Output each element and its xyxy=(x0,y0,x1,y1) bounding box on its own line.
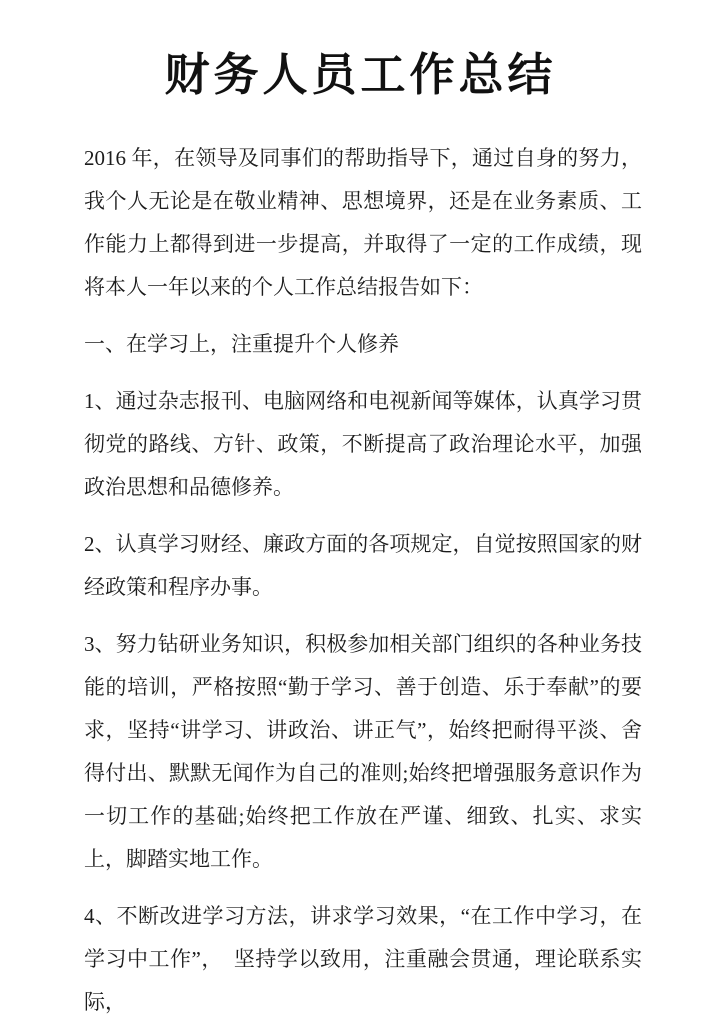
list-item-3: 3、努力钻研业务知识，积极参加相关部门组织的各种业务技能的培训，严格按照“勤于学习、善于创造、乐于奉献”的要求，坚持“讲学习、讲政治、讲正气”，始终把耐得平淡、舍得付出、默默无闻作为自己的准则;始终把增强服务意识作为一切工作的基础;始终把工作放在严谨、细致、扎实、求实上，脚踏实地工作。 xyxy=(84,632,642,871)
document-body xyxy=(84,137,642,1020)
list-item-1: 1、通过杂志报刊、电脑网络和电视新闻等媒体，认真学习贯彻党的路线、方针、政策，不断提高了政治理论水平，加强政治思想和品德修养。 xyxy=(84,389,642,499)
list-item-4: 4、不断改进学习方法，讲求学习效果，“在工作中学习，在学习中工作”， 坚持学以致用，注重融会贯通，理论联系实际， xyxy=(84,904,642,1014)
list-item-2: 2、认真学习财经、廉政方面的各项规定，自觉按照国家的财经政策和程序办事。 xyxy=(84,532,642,599)
intro-paragraph: 2016 年，在领导及同事们的帮助指导下，通过自身的努力，我个人无论是在敬业精神、思想境界，还是在业务素质、工作能力上都得到进一步提高，并取得了一定的工作成绩，现将本人一年以来的个人工作总结报告如下： xyxy=(84,146,642,299)
section-heading-1: 一、在学习上，注重提升个人修养 xyxy=(84,332,399,356)
document-title: 财务人员工作总结 xyxy=(164,50,557,100)
